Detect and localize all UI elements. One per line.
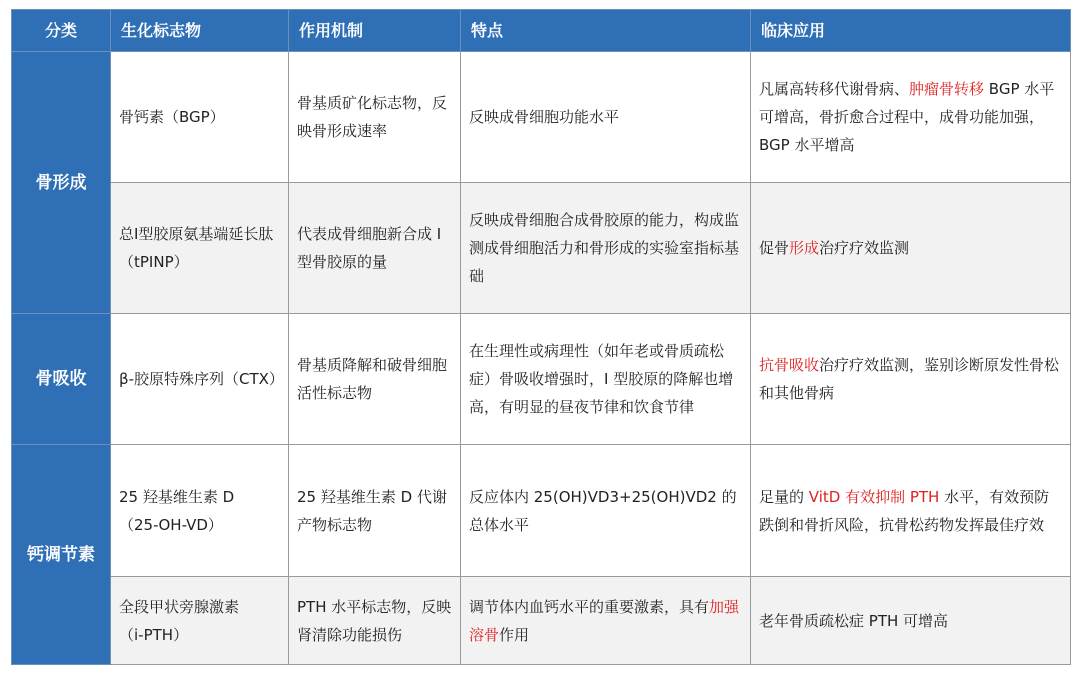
bone-marker-table (11, 9, 1071, 665)
table-row (12, 577, 1071, 665)
header-clinical: 临床应用 (751, 10, 1071, 52)
header-category: 分类 (12, 10, 111, 52)
marker-cell (111, 577, 289, 665)
clinical-text: 水平，有效预防跌倒和骨折风险，抗骨松药物发挥最佳疗效 (759, 487, 1050, 534)
header-marker: 生化标志物 (111, 10, 289, 52)
marker-cell: 骨钙素（BGP） (111, 52, 289, 183)
highlight-text: 加强溶骨 (469, 597, 740, 644)
marker-abbr: （i-PTH） (119, 625, 189, 644)
clinical-text: 治疗疗效监测 (819, 239, 910, 257)
marker-name: 全段甲状旁腺激素 (119, 597, 240, 616)
marker-name: 25 羟基维生素 D (119, 487, 235, 506)
highlight-text: 肿瘤骨转移 (909, 80, 985, 98)
marker-abbr: （25-OH-VD） (119, 515, 223, 534)
mechanism-cell: 骨基质降解和破骨细胞活性标志物 (289, 314, 461, 445)
mechanism-cell: PTH 水平标志物，反映肾清除功能损伤 (289, 577, 461, 665)
clinical-text: BGP 水平可增高，骨折愈合过程中，成骨功能加强，BGP 水平增高 (759, 80, 1055, 154)
clinical-cell (751, 445, 1071, 577)
clinical-text: 治疗疗效监测，鉴别诊断原发性骨松和其他骨病 (759, 356, 1060, 402)
feature-text: 作用 (499, 625, 530, 644)
clinical-text: 促骨 (759, 239, 790, 257)
clinical-cell (751, 314, 1071, 445)
highlight-text: 抗骨吸收 (759, 356, 820, 374)
header-row (12, 10, 1071, 52)
mechanism-cell: 25 羟基维生素 D 代谢产物标志物 (289, 445, 461, 577)
table-row (12, 445, 1071, 577)
clinical-text: 足量的 (759, 487, 809, 506)
category-calcium-regulation: 钙调节素 (12, 445, 111, 665)
feature-cell: 在生理性或病理性（如年老或骨质疏松症）骨吸收增强时，I 型胶原的降解也增高，有明显的昼夜节律和饮食节律 (461, 314, 751, 445)
header-feature: 特点 (461, 10, 751, 52)
feature-cell: 反映成骨细胞合成骨胶原的能力，构成监测成骨细胞活力和骨形成的实验室指标基础 (461, 183, 751, 314)
feature-cell (461, 577, 751, 665)
clinical-cell: 老年骨质疏松症 PTH 可增高 (751, 577, 1071, 665)
marker-table-wrapper (11, 9, 1070, 665)
highlight-text: VitD 有效抑制 PTH (808, 487, 940, 506)
clinical-text: 凡属高转移代谢骨病、 (759, 80, 910, 98)
header-mechanism: 作用机制 (289, 10, 461, 52)
clinical-cell (751, 183, 1071, 314)
category-bone-resorption: 骨吸收 (12, 314, 111, 445)
mechanism-cell: 骨基质矿化标志物，反映骨形成速率 (289, 52, 461, 183)
clinical-cell (751, 52, 1071, 183)
feature-text: 调节体内血钙水平的重要激素，具有 (469, 597, 710, 616)
marker-cell (111, 445, 289, 577)
table-row (12, 183, 1071, 314)
highlight-text: 形成 (789, 239, 820, 257)
marker-cell: 总I型胶原氨基端延长肽（tPINP） (111, 183, 289, 314)
feature-cell: 反映成骨细胞功能水平 (461, 52, 751, 183)
marker-cell: β-胶原特殊序列（CTX） (111, 314, 289, 445)
category-bone-formation: 骨形成 (12, 52, 111, 314)
table-row (12, 52, 1071, 183)
feature-cell: 反应体内 25(OH)VD3+25(OH)VD2 的总体水平 (461, 445, 751, 577)
table-row (12, 314, 1071, 445)
mechanism-cell: 代表成骨细胞新合成 I 型骨胶原的量 (289, 183, 461, 314)
